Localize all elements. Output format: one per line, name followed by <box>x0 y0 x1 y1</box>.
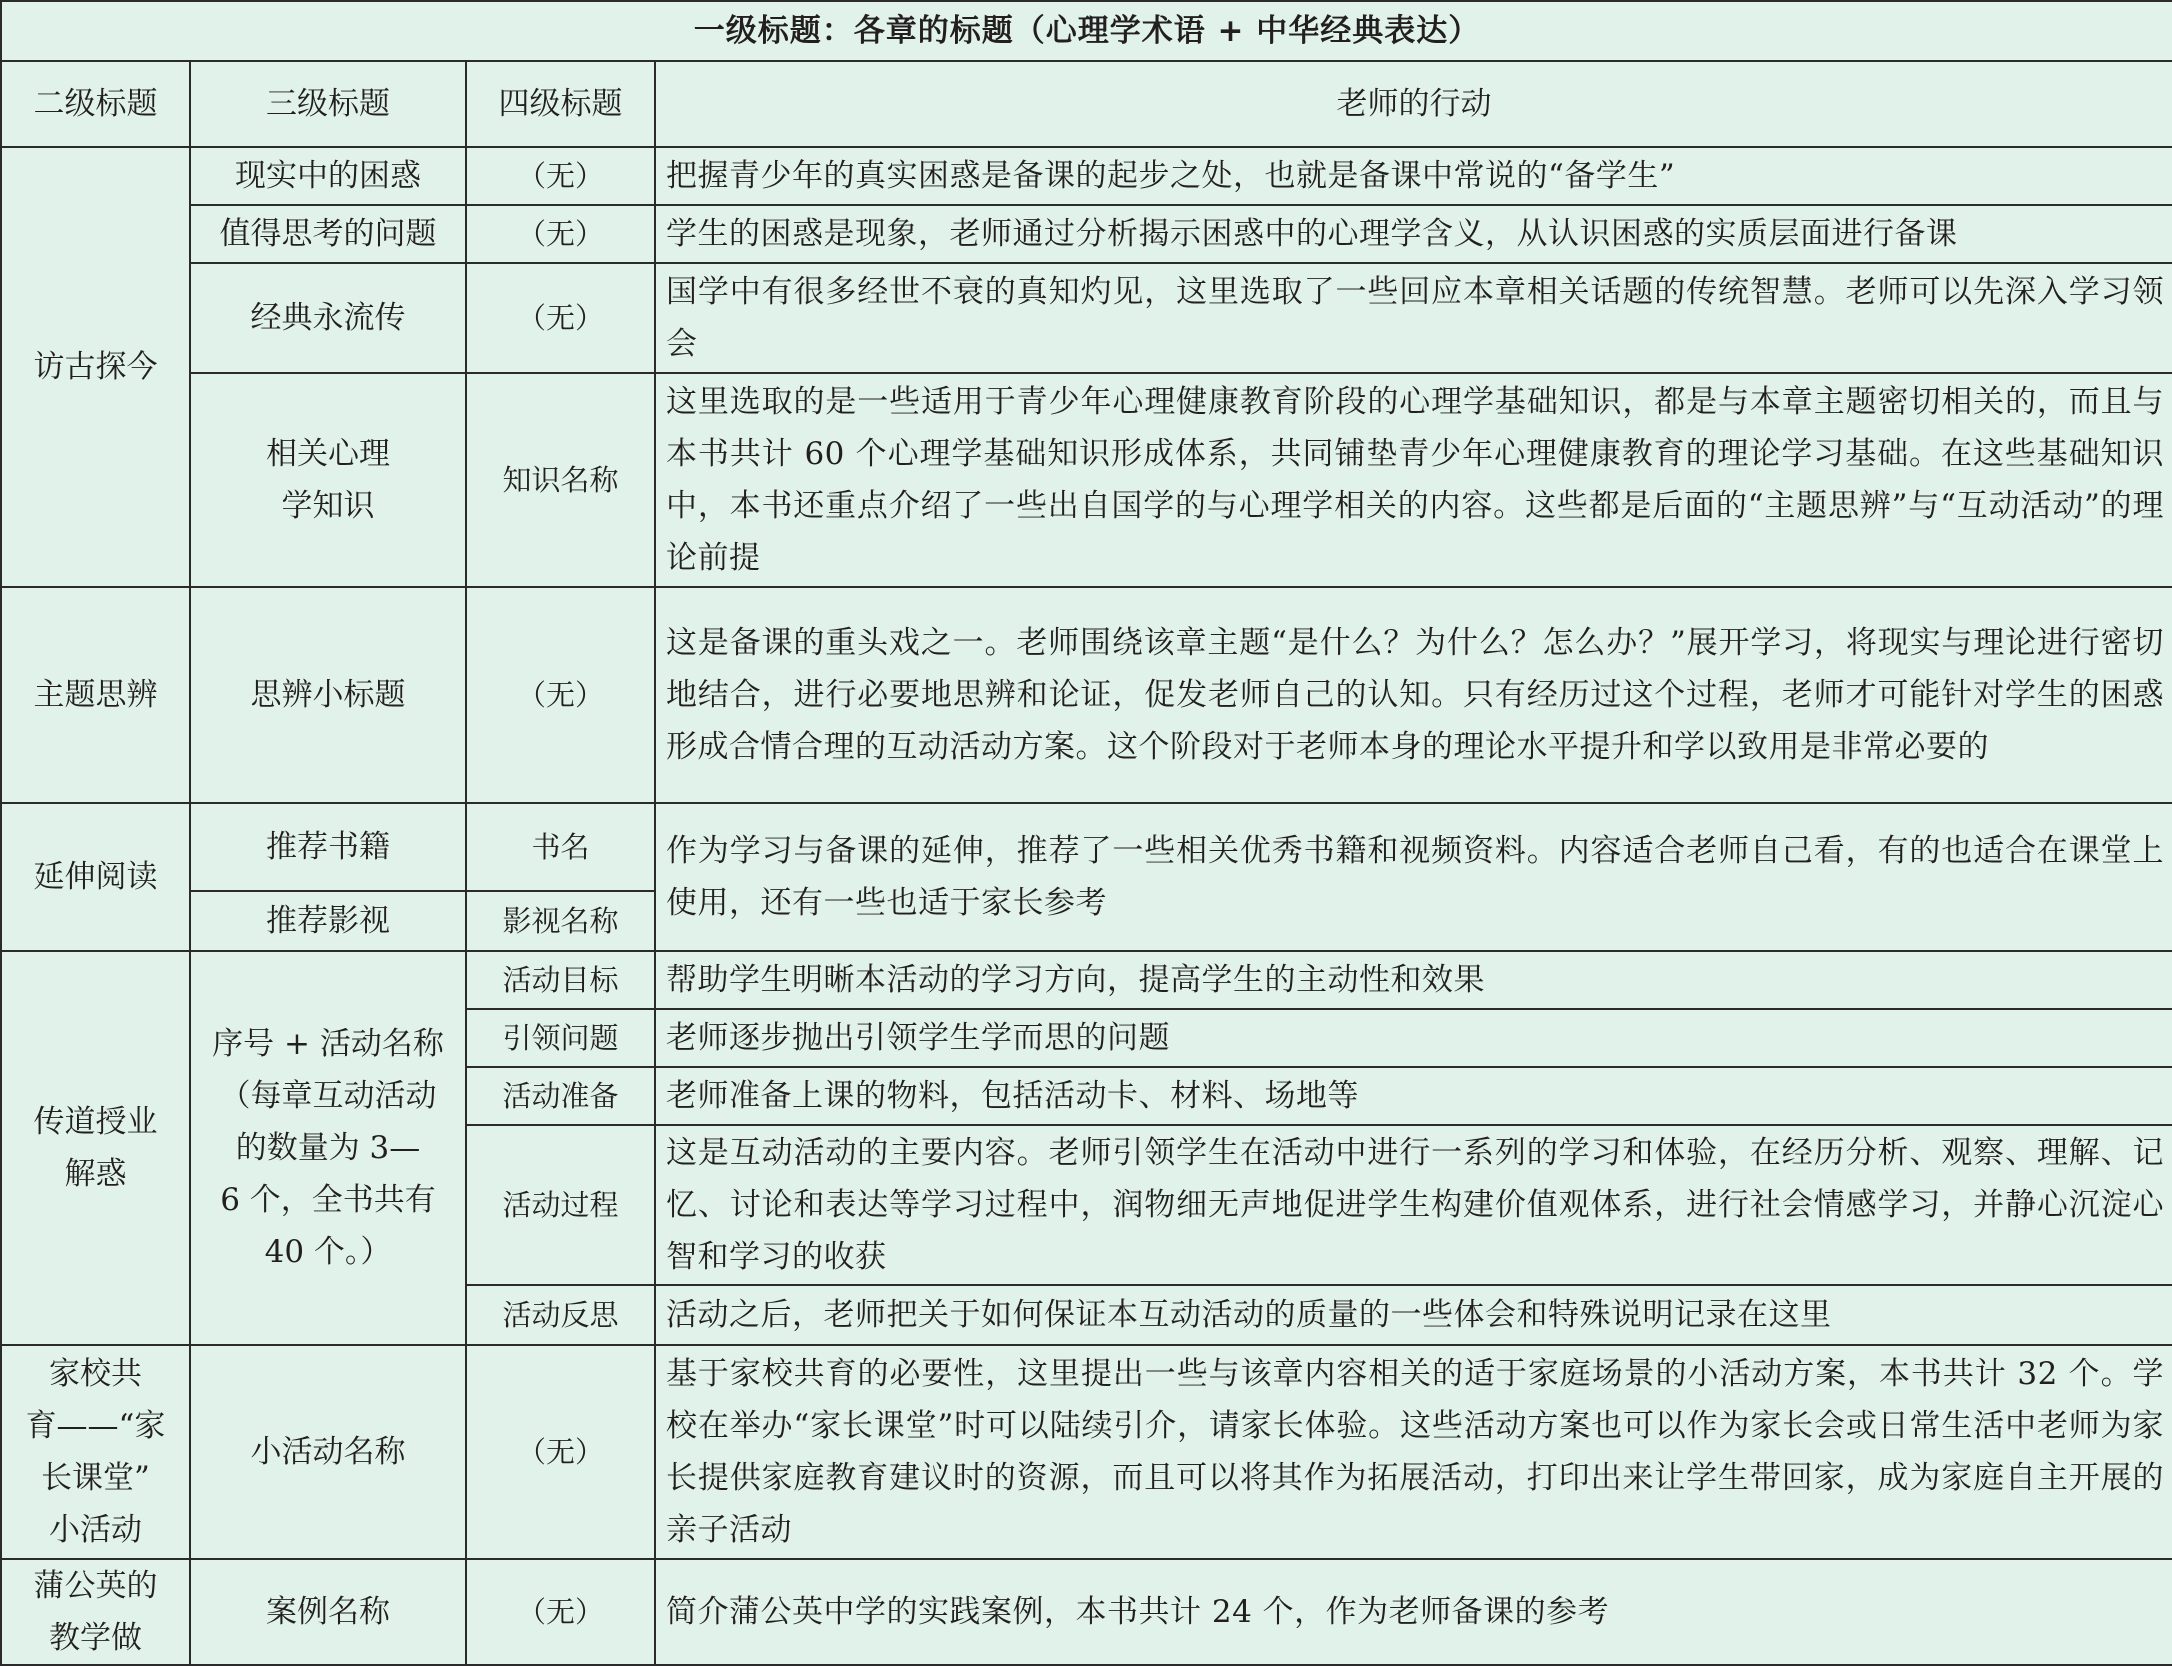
action-cell: 作为学习与备课的延伸，推荐了一些相关优秀书籍和视频资料。内容适合老师自己看，有的也适合在课堂上使用，还有一些也适于家长参考 <box>655 803 2172 951</box>
section-yanshen: 延伸阅读 <box>1 803 190 951</box>
title-row <box>1 1 2172 61</box>
action-cell: 学生的困惑是现象，老师通过分析揭示困惑中的心理学含义，从认识困惑的实质层面进行备课 <box>655 205 2172 263</box>
level3-cell: 案例名称 <box>190 1559 466 1665</box>
level4-cell: 书名 <box>466 803 655 891</box>
table-row <box>1 373 2172 587</box>
level4-cell: （无） <box>466 1559 655 1665</box>
level4-cell: 活动过程 <box>466 1125 655 1285</box>
level3-cell: 值得思考的问题 <box>190 205 466 263</box>
level3-cell: 推荐影视 <box>190 891 466 951</box>
table-row <box>1 205 2172 263</box>
section-pugongying: 蒲公英的 教学做 <box>1 1559 190 1665</box>
header-level2: 二级标题 <box>1 61 190 147</box>
action-cell: 老师准备上课的物料，包括活动卡、材料、场地等 <box>655 1067 2172 1125</box>
action-cell: 这是互动活动的主要内容。老师引领学生在活动中进行一系列的学习和体验，在经历分析、观察、理解、记忆、讨论和表达等学习过程中，润物细无声地促进学生构建价值观体系，进行社会情感学习，并静心沉淀心智和学习的收获 <box>655 1125 2172 1285</box>
level3-cell: 序号 + 活动名称 （每章互动活动 的数量为 3— 6 个，全书共有 40 个。） <box>190 951 466 1345</box>
level3-cell: 现实中的困惑 <box>190 147 466 205</box>
level4-cell: 引领问题 <box>466 1009 655 1067</box>
table-title: 一级标题：各章的标题（心理学术语 + 中华经典表达） <box>1 1 2172 61</box>
header-level3: 三级标题 <box>190 61 466 147</box>
section-chuandao: 传道授业 解惑 <box>1 951 190 1345</box>
header-actions: 老师的行动 <box>655 61 2172 147</box>
action-cell: 老师逐步抛出引领学生学而思的问题 <box>655 1009 2172 1067</box>
table-row <box>1 587 2172 803</box>
level3-cell: 思辨小标题 <box>190 587 466 803</box>
action-cell: 活动之后，老师把关于如何保证本互动活动的质量的一些体会和特殊说明记录在这里 <box>655 1285 2172 1345</box>
section-fanggu: 访古探今 <box>1 147 190 587</box>
level4-cell: 活动反思 <box>466 1285 655 1345</box>
level4-cell: 活动准备 <box>466 1067 655 1125</box>
level4-cell: （无） <box>466 147 655 205</box>
level4-cell: 活动目标 <box>466 951 655 1009</box>
level4-cell: （无） <box>466 205 655 263</box>
table-row <box>1 951 2172 1009</box>
level4-cell: 知识名称 <box>466 373 655 587</box>
action-cell: 这里选取的是一些适用于青少年心理健康教育阶段的心理学基础知识，都是与本章主题密切相关的，而且与本书共计 60 个心理学基础知识形成体系，共同铺垫青少年心理健康教育的理论学习基础。在这些基础知识中，本书还重点介绍了一些出自国学的与心理学相关的内容。这些都是后面的“主题思辨”与“互动活动”的理论前提 <box>655 373 2172 587</box>
level3-cell: 推荐书籍 <box>190 803 466 891</box>
section-jiaxiao: 家校共 育——“家 长课堂” 小活动 <box>1 1345 190 1559</box>
action-cell: 这是备课的重头戏之一。老师围绕该章主题“是什么？为什么？怎么办？”展开学习，将现实与理论进行密切地结合，进行必要地思辨和论证，促发老师自己的认知。只有经历过这个过程，老师才可能针对学生的困惑形成合情合理的互动活动方案。这个阶段对于老师本身的理论水平提升和学以致用是非常必要的 <box>655 587 2172 803</box>
level4-cell: （无） <box>466 1345 655 1559</box>
header-row <box>1 61 2172 147</box>
table-row <box>1 1559 2172 1665</box>
level3-cell: 相关心理 学知识 <box>190 373 466 587</box>
action-cell: 把握青少年的真实困惑是备课的起步之处，也就是备课中常说的“备学生” <box>655 147 2172 205</box>
level4-cell: （无） <box>466 587 655 803</box>
action-cell: 简介蒲公英中学的实践案例，本书共计 24 个，作为老师备课的参考 <box>655 1559 2172 1665</box>
action-cell: 帮助学生明晰本活动的学习方向，提高学生的主动性和效果 <box>655 951 2172 1009</box>
action-cell: 国学中有很多经世不衰的真知灼见，这里选取了一些回应本章相关话题的传统智慧。老师可以先深入学习领会 <box>655 263 2172 373</box>
header-level4: 四级标题 <box>466 61 655 147</box>
action-cell: 基于家校共育的必要性，这里提出一些与该章内容相关的适于家庭场景的小活动方案，本书共计 32 个。学校在举办“家长课堂”时可以陆续引介，请家长体验。这些活动方案也可以作为家长会或日常生活中老师为家长提供家庭教育建议时的资源，而且可以将其作为拓展活动，打印出来让学生带回家，成为家庭自主开展的亲子活动 <box>655 1345 2172 1559</box>
level3-cell: 小活动名称 <box>190 1345 466 1559</box>
level3-cell: 经典永流传 <box>190 263 466 373</box>
table-row <box>1 147 2172 205</box>
table-row <box>1 263 2172 373</box>
level4-cell: 影视名称 <box>466 891 655 951</box>
section-zhuti: 主题思辨 <box>1 587 190 803</box>
level4-cell: （无） <box>466 263 655 373</box>
table-row <box>1 1345 2172 1559</box>
table-row <box>1 803 2172 891</box>
